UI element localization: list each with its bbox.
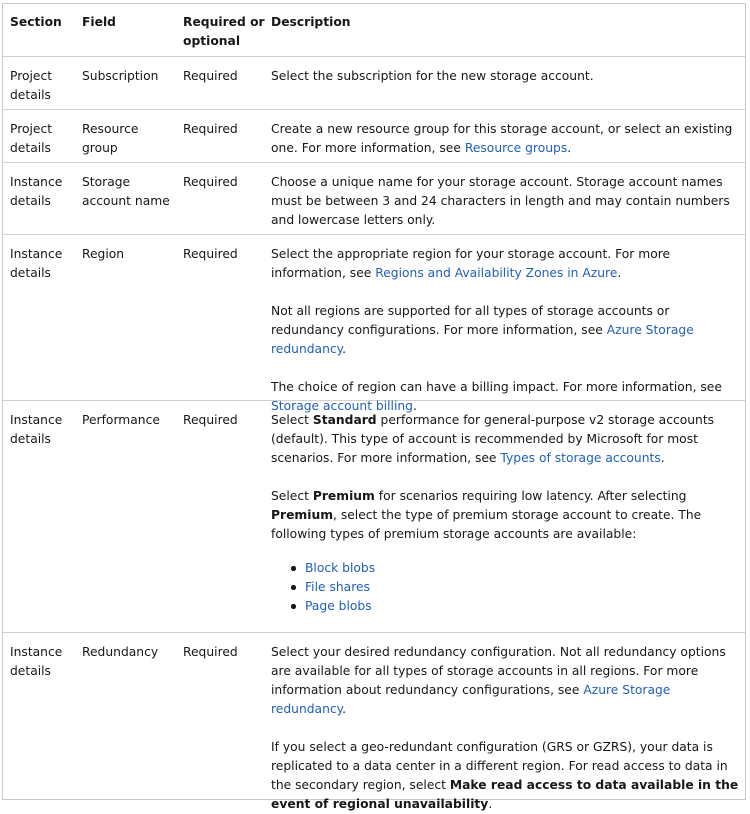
description-paragraph: The choice of region can have a billing impact. For more information, see Storage account billing. <box>271 380 722 413</box>
row-section: Project details <box>10 122 53 155</box>
row-field: Resource group <box>82 122 139 155</box>
premium-types-list <box>271 559 743 616</box>
row-description <box>271 643 743 814</box>
description-paragraph: Select Premium for scenarios requiring low latency. After selecting Premium, select the type of premium storage account to create. The following types of premium storage accounts are available: <box>271 489 702 541</box>
list-item <box>305 597 743 616</box>
description-paragraph: Create a new resource group for this storage account, or select an existing one. For more information, see Resource groups. <box>271 122 733 155</box>
row-section: Instance details <box>10 413 63 446</box>
row-required: Required <box>183 645 238 659</box>
row-section: Instance details <box>10 645 63 678</box>
storage-account-billing-link[interactable]: Storage account billing <box>271 399 413 413</box>
types-of-storage-accounts-link[interactable]: Types of storage accounts <box>500 451 661 465</box>
row-field: Storage account name <box>82 175 170 208</box>
row-description <box>271 67 743 86</box>
row-required: Required <box>183 69 238 83</box>
description-paragraph: Choose a unique name for your storage account. Storage account names must be between 3 and 24 characters in length and may contain numbers and lowercase letters only. <box>271 175 730 227</box>
azure-storage-redundancy-link[interactable]: Azure Storage redundancy <box>271 683 671 716</box>
table-row <box>2 163 746 235</box>
file-shares-link[interactable]: File shares <box>305 580 370 594</box>
regions-availability-zones-link[interactable]: Regions and Availability Zones in Azure <box>375 266 618 280</box>
header-field: Field <box>82 15 116 29</box>
row-required: Required <box>183 122 238 136</box>
row-description <box>271 120 743 158</box>
row-field: Subscription <box>82 69 159 83</box>
description-paragraph: Select Standard performance for general-purpose v2 storage accounts (default). This type of account is recommended by Microsoft for most scenarios. For more information, see Types of storage accounts. <box>271 413 715 465</box>
row-section: Project details <box>10 69 53 102</box>
block-blobs-link[interactable]: Block blobs <box>305 561 376 575</box>
description-paragraph: Select the subscription for the new storage account. <box>271 69 594 83</box>
table-row <box>2 235 746 413</box>
row-field: Redundancy <box>82 645 159 659</box>
header-description: Description <box>271 15 351 29</box>
row-required: Required <box>183 247 238 261</box>
description-paragraph: Select the appropriate region for your storage account. For more information, see Regions and Availability Zones in Azure. <box>271 247 671 280</box>
table-row <box>2 633 746 811</box>
table-row <box>2 401 746 633</box>
description-paragraph: Select your desired redundancy configuration. Not all redundancy options are available for all types of storage accounts in all regions. For more information about redundancy configurations, see Azure Storage redundancy. <box>271 645 726 716</box>
row-description <box>271 173 743 230</box>
page-blobs-link[interactable]: Page blobs <box>305 599 372 613</box>
description-paragraph: Not all regions are supported for all types of storage accounts or redundancy configurations. For more information, see Azure Storage redundancy. <box>271 304 694 356</box>
row-required: Required <box>183 175 238 189</box>
row-description <box>271 411 743 616</box>
header-required: Required or optional <box>183 15 265 48</box>
list-item <box>305 578 743 597</box>
description-paragraph: If you select a geo-redundant configuration (GRS or GZRS), your data is replicated to a data center in a different region. For read access to data in the secondary region, select Make read access to data available in the event of regional unavailability. <box>271 740 739 811</box>
header-section: Section <box>10 15 62 29</box>
resource-groups-link[interactable]: Resource groups <box>464 141 568 155</box>
azure-storage-redundancy-link[interactable]: Azure Storage redundancy <box>271 323 694 356</box>
table-row <box>2 57 746 110</box>
table-header-row <box>2 3 746 57</box>
row-field: Performance <box>82 413 160 427</box>
row-description <box>271 245 743 416</box>
list-item <box>305 559 743 578</box>
row-required: Required <box>183 413 238 427</box>
row-section: Instance details <box>10 175 63 208</box>
row-section: Instance details <box>10 247 63 280</box>
row-field: Region <box>82 247 125 261</box>
table-row <box>2 110 746 163</box>
